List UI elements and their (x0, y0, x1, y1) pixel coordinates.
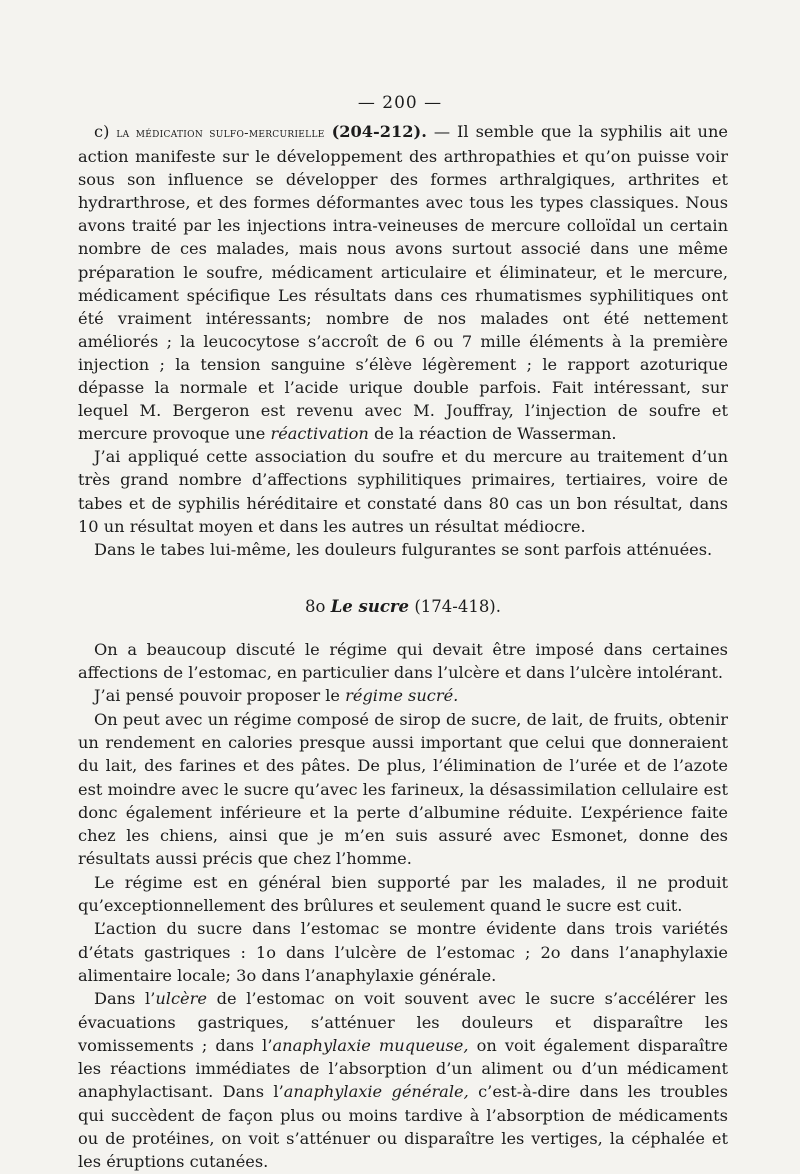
emphasis-anaphylaxie-generale: anaphylaxie générale, (283, 1082, 469, 1102)
section-8-refs: (174-418). (414, 596, 501, 616)
section-c-refs: (204-212). (331, 122, 427, 141)
emphasis-reactivation: réactivation (270, 424, 369, 444)
emphasis-anaphylaxie-muqueuse: anaphylaxie muqueuse, (272, 1035, 469, 1055)
p6-text-d: c’est-à-dire dans les troubles qui succèdent de façon plus ou moins tardive à l’absorption de médicaments ou de protéines, on voit s’atténuer ou disparaître les vertiges, la céphalée et les éruptions cutanées. (78, 1082, 728, 1172)
page-number: — 200 — (357, 93, 443, 113)
section-c-text-end: de la réaction de Wasserman. (368, 424, 617, 444)
section-c-paragraph-3: Dans le tabes lui-même, les douleurs fulgurantes se sont parfois atténuées. (94, 539, 713, 559)
section-8-paragraph-5: L’action du sucre dans l’estomac se montre évidente dans trois variétés d’états gastriques : 1o dans l’ulcère de l’estomac ; 2o dans l’anaphylaxie alimentaire locale; 3o dans l’anaphylaxie générale. (78, 919, 728, 985)
p6-text-a: Dans l’ (94, 989, 156, 1009)
section-8-p2-text: J’ai pensé pouvoir proposer le (94, 686, 346, 706)
p6-text-b: de l’estomac on voit souvent avec le sucre s’accélérer les évacuations gastriques, s’atténuer les douleurs et disparaître les vomissements ; dans l’ (78, 989, 728, 1055)
section-c-title: la médication sulfo-mercurielle (116, 126, 325, 141)
section-8-paragraph-2 (78, 684, 728, 707)
emphasis-ulcere: ulcère (155, 989, 207, 1009)
section-c-label: c) (94, 122, 110, 141)
section-8-number: 8o (305, 596, 326, 616)
emphasis-regime-sucre: régime sucré. (345, 686, 459, 706)
section-8-paragraph-4: Le régime est en général bien supporté par les malades, il ne produit qu’exceptionnellement des brûlures et seulement quand le sucre est cuit. (78, 872, 728, 916)
section-8-body (78, 638, 728, 1174)
section-c-text: — Il semble que la syphilis ait une action manifeste sur le développement des arthropathies et qu’on puisse voir sous son influence se développer des formes arthralgiques, arthrites et hydrarthrose, et des formes déformantes avec tous les types classiques. Nous avons traité par les injections intra-veineuses de mercure colloïdal un certain nombre de ces malades, mais nous avons surtout associé dans une même préparation le soufre, médicament articulaire et éliminateur, et le mercure, médicament spécifique Les résultats dans ces rhumatismes syphilitiques ont été vraiment intéressants; nombre de nos malades ont été nettement améliorés ; la leucocytose s’accroît de 6 ou 7 mille éléments à la première injection ; la tension sanguine s’élève légèrement ; le rapport azoturique dépasse la normale et l’acide urique double parfois. Fait intéressant, sur lequel M. Bergeron est revenu avec M. Jouffray, l’injection de soufre et mercure provoque une (78, 122, 728, 444)
section-c-paragraph-2: J’ai appliqué cette association du soufre et du mercure au traitement d’un très grand nombre d’affections syphilitiques primaires, tertiaires, voire de tabes et de syphilis héréditaire et constaté dans 80 cas un bon résultat, dans 10 un résultat moyen et dans les autres un résultat médiocre. (78, 447, 728, 536)
section-c-paragraph-1 (78, 120, 728, 445)
p6-text-c: on voit également disparaître les réactions immédiates de l’absorption d’un aliment ou d’un médicament anaphylactisant. Dans l’ (78, 1035, 728, 1102)
section-8-title: Le sucre (330, 596, 410, 616)
section-8-paragraph-3: On peut avec un régime composé de sirop de sucre, de lait, de fruits, obtenir un rendement en calories presque aussi important que celui que donneraient du lait, des farines et des pâtes. De plus, l’élimination de l’urée et de l’azote est moindre avec le sucre qu’avec les farineux, la désassimilation cellulaire est donc également inférieure et la perte d’albumine réduite. L’expérience faite chez les chiens, ainsi que je m’en suis assuré avec Esmonet, donne des résultats aussi précis que chez l’homme. (78, 709, 728, 869)
section-8-paragraph-6 (78, 987, 728, 1173)
page-body (78, 120, 728, 1174)
section-8-heading (78, 597, 728, 616)
section-8-paragraph-1: On a beaucoup discuté le régime qui devait être imposé dans certaines affections de l’estomac, en particulier dans l’ulcère et dans l’ulcère intolérant. (78, 639, 728, 683)
